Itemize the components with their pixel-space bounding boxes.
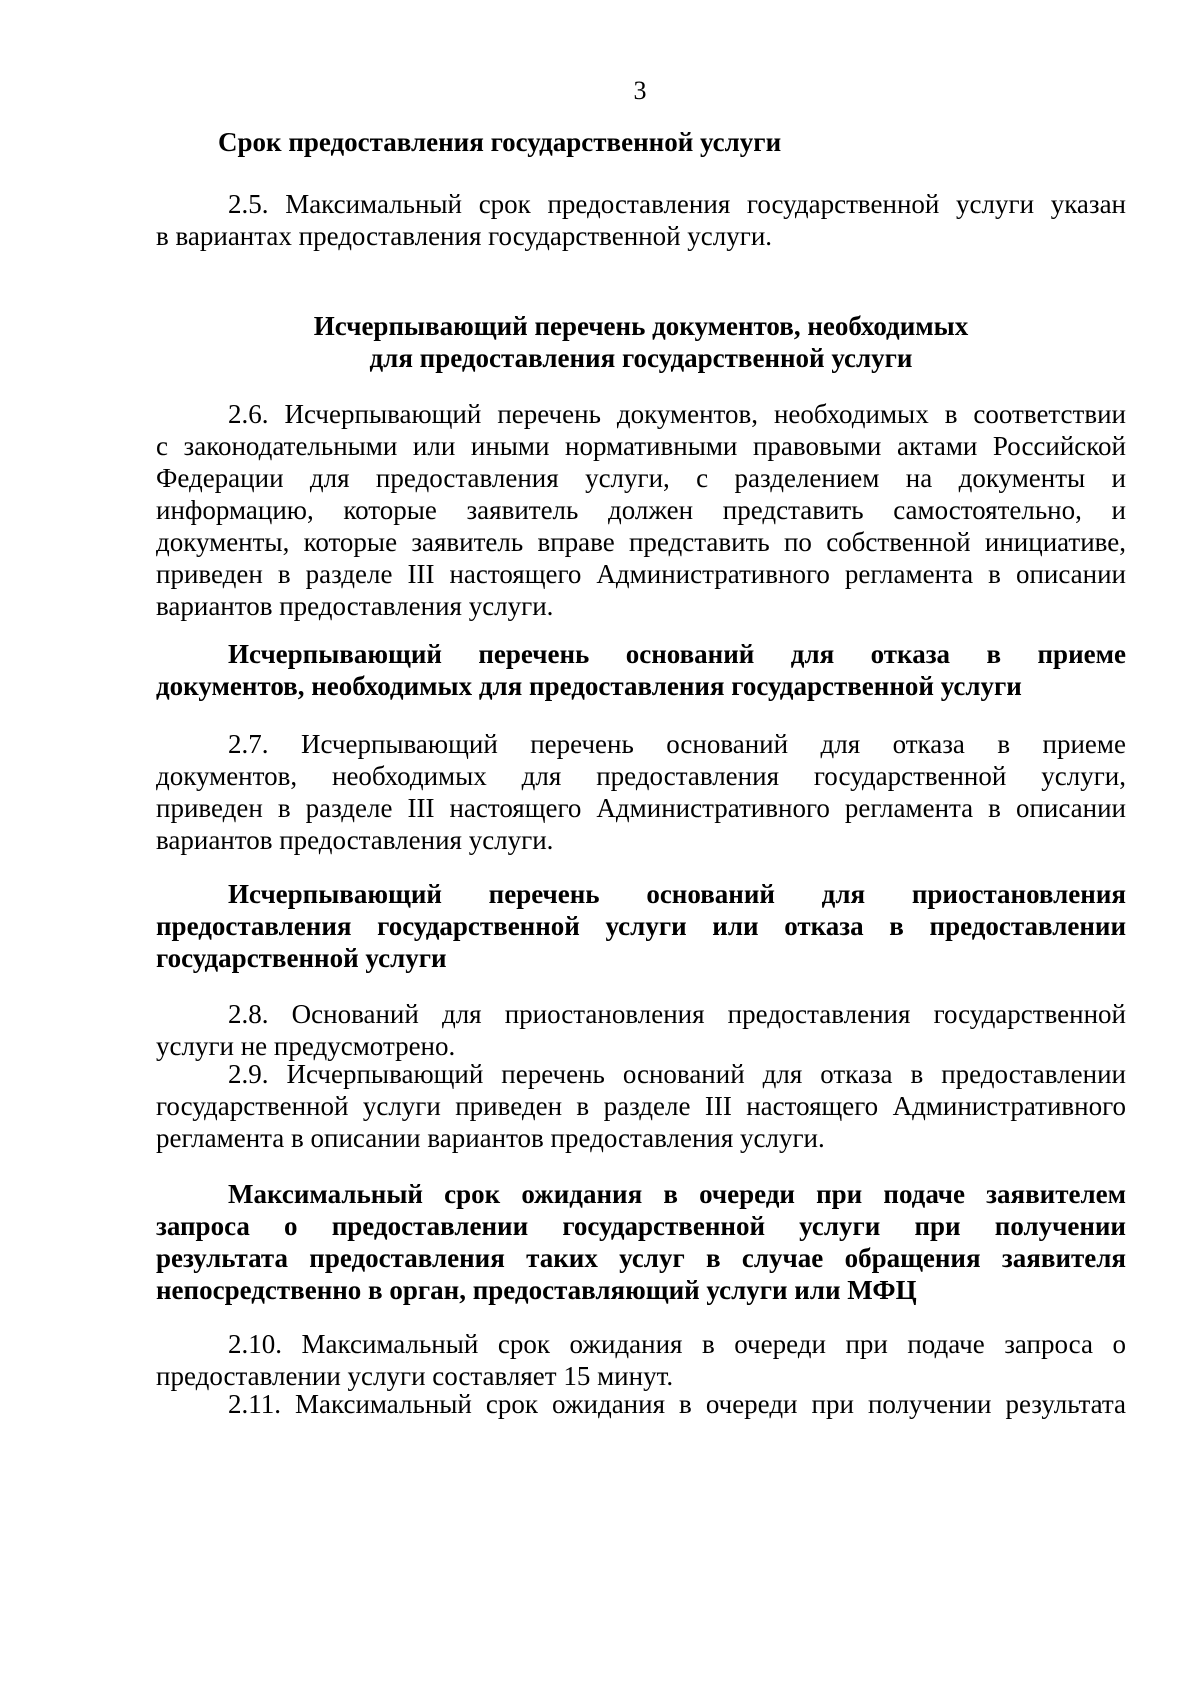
paragraph-line: 2.8. Оснований для приостановления предоставления государственной xyxy=(228,999,1126,1029)
paragraph-line: Федерации для предоставления услуги, с разделением на документы и xyxy=(156,463,1126,493)
section-heading xyxy=(156,878,1126,974)
section-heading: Срок предоставления государственной услуги xyxy=(218,127,782,157)
paragraph-line: приведен в разделе III настоящего Административного регламента в описании xyxy=(156,559,1126,589)
paragraph-line: приведен в разделе III настоящего Административного регламента в описании xyxy=(156,793,1126,823)
paragraph-2-10 xyxy=(156,1328,1126,1392)
paragraph-2-5 xyxy=(156,188,1126,252)
section-heading xyxy=(156,1178,1126,1306)
paragraph-line: 2.6. Исчерпывающий перечень документов, необходимых в соответствии xyxy=(228,399,1126,429)
paragraph-line: документы, которые заявитель вправе представить по собственной инициативе, xyxy=(156,527,1126,557)
heading-line: Исчерпывающий перечень оснований для отказа в приеме xyxy=(228,639,1126,669)
paragraph-line: услуги не предусмотрено. xyxy=(156,1031,456,1061)
heading-line: Исчерпывающий перечень оснований для приостановления xyxy=(228,879,1126,909)
paragraph-line: 2.5. Максимальный срок предоставления государственной услуги указан xyxy=(228,189,1126,219)
paragraph-line: в вариантах предоставления государственной услуги. xyxy=(156,221,773,251)
heading-line: предоставления государственной услуги или отказа в предоставлении xyxy=(156,911,1126,941)
heading-line: Исчерпывающий перечень документов, необходимых xyxy=(313,311,969,341)
paragraph-2-8 xyxy=(156,998,1126,1062)
heading-line: непосредственно в орган, предоставляющий услуги или МФЦ xyxy=(156,1275,917,1305)
heading-line: Максимальный срок ожидания в очереди при подаче заявителем xyxy=(228,1179,1126,1209)
heading-line: запроса о предоставлении государственной услуги при получении xyxy=(156,1211,1126,1241)
paragraph-2-7 xyxy=(156,728,1126,856)
paragraph-line: регламента в описании вариантов предоставления услуги. xyxy=(156,1123,825,1153)
paragraph-line: вариантов предоставления услуги. xyxy=(156,591,554,621)
paragraph-2-6 xyxy=(156,398,1126,622)
heading-line: результата предоставления таких услуг в случае обращения заявителя xyxy=(156,1243,1126,1273)
heading-line: государственной услуги xyxy=(156,943,447,973)
paragraph-line: 2.9. Исчерпывающий перечень оснований для отказа в предоставлении xyxy=(228,1059,1126,1089)
paragraph-line: информацию, которые заявитель должен представить самостоятельно, и xyxy=(156,495,1126,525)
heading-line: для предоставления государственной услуги xyxy=(369,343,913,373)
paragraph-line: предоставлении услуги составляет 15 минут. xyxy=(156,1361,674,1391)
paragraph-line: 2.7. Исчерпывающий перечень оснований для отказа в приеме xyxy=(228,729,1126,759)
paragraph-line: документов, необходимых для предоставления государственной услуги, xyxy=(156,761,1126,791)
section-heading xyxy=(156,638,1126,702)
heading-line: документов, необходимых для предоставления государственной услуги xyxy=(156,671,1022,701)
paragraph-line: с законодательными или иными нормативными правовыми актами Российской xyxy=(156,431,1126,461)
paragraph-line: 2.10. Максимальный срок ожидания в очереди при подаче запроса о xyxy=(228,1329,1126,1359)
paragraph-2-9 xyxy=(156,1058,1126,1154)
paragraph-line: вариантов предоставления услуги. xyxy=(156,825,554,855)
paragraph-line: государственной услуги приведен в разделе III настоящего Административного xyxy=(156,1091,1126,1121)
section-heading xyxy=(156,310,1126,374)
paragraph-2-11 xyxy=(156,1388,1126,1420)
page-number: 3 xyxy=(633,76,647,105)
paragraph-line: 2.11. Максимальный срок ожидания в очереди при получении результата xyxy=(228,1389,1126,1419)
